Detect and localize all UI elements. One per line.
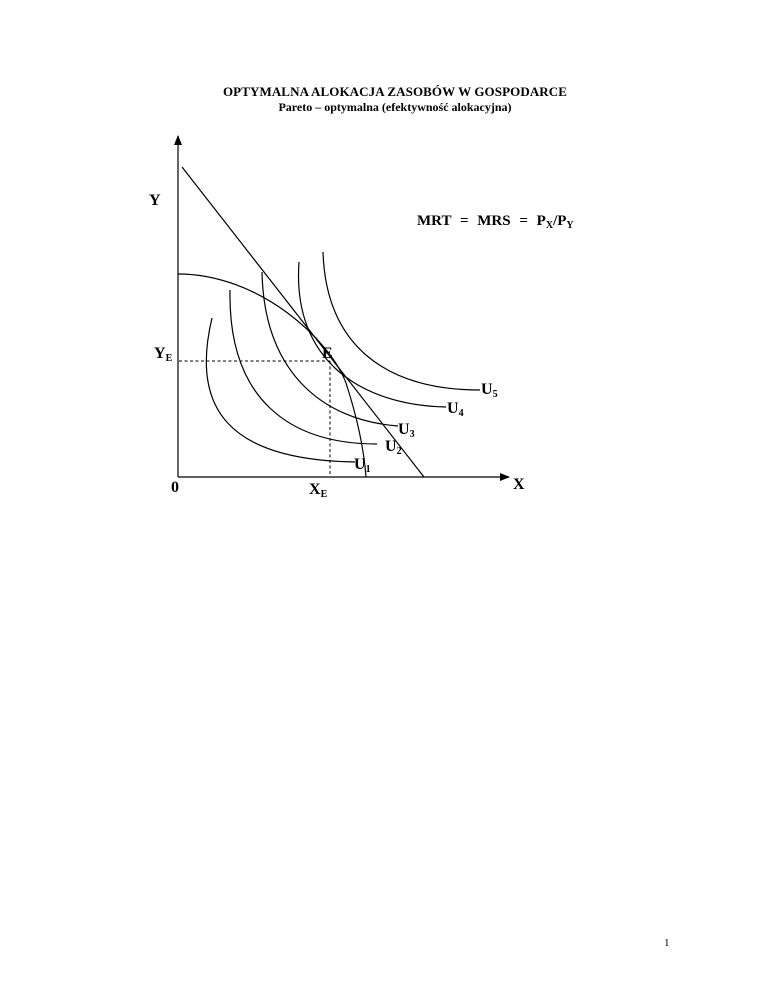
document-title: OPTYMALNA ALOKACJA ZASOBÓW W GOSPODARCE — [222, 84, 568, 99]
curve-label-u2: U2 — [385, 438, 402, 457]
xe-label: XE — [309, 481, 328, 500]
equation-slash: / — [553, 213, 558, 229]
curve-label-u3: U3 — [398, 421, 415, 440]
equation-px-subscript: X — [545, 220, 554, 231]
equation — [417, 213, 574, 231]
equation-equals-1: = — [459, 213, 469, 229]
curve-label-u4: U4 — [447, 400, 464, 419]
indifference-curve-u5 — [323, 252, 480, 390]
point-e-label: E — [322, 345, 333, 362]
document-subtitle: Pareto – optymalna (efektywność alokacyjna) — [278, 100, 512, 114]
origin-label: 0 — [171, 479, 179, 496]
axis-y-label: Y — [149, 192, 161, 209]
equation-py-subscript: Y — [566, 220, 574, 231]
page-number: 1 — [664, 937, 670, 949]
indifference-curve-u4 — [299, 262, 446, 407]
curve-label-u1: U1 — [354, 456, 371, 475]
equation-px: P — [536, 213, 546, 229]
indifference-curve-u2 — [230, 290, 377, 444]
equation-mrs: MRS — [477, 213, 511, 229]
indifference-curve-u1 — [206, 318, 355, 462]
equation-equals-2: = — [519, 213, 528, 229]
curve-label-u5: U5 — [481, 381, 498, 400]
equation-py: P — [557, 213, 567, 229]
production-possibility-curve — [178, 274, 366, 477]
ye-label: YE — [154, 345, 173, 364]
axis-x-label: X — [513, 476, 525, 493]
equation-mrt: MRT — [417, 213, 452, 229]
